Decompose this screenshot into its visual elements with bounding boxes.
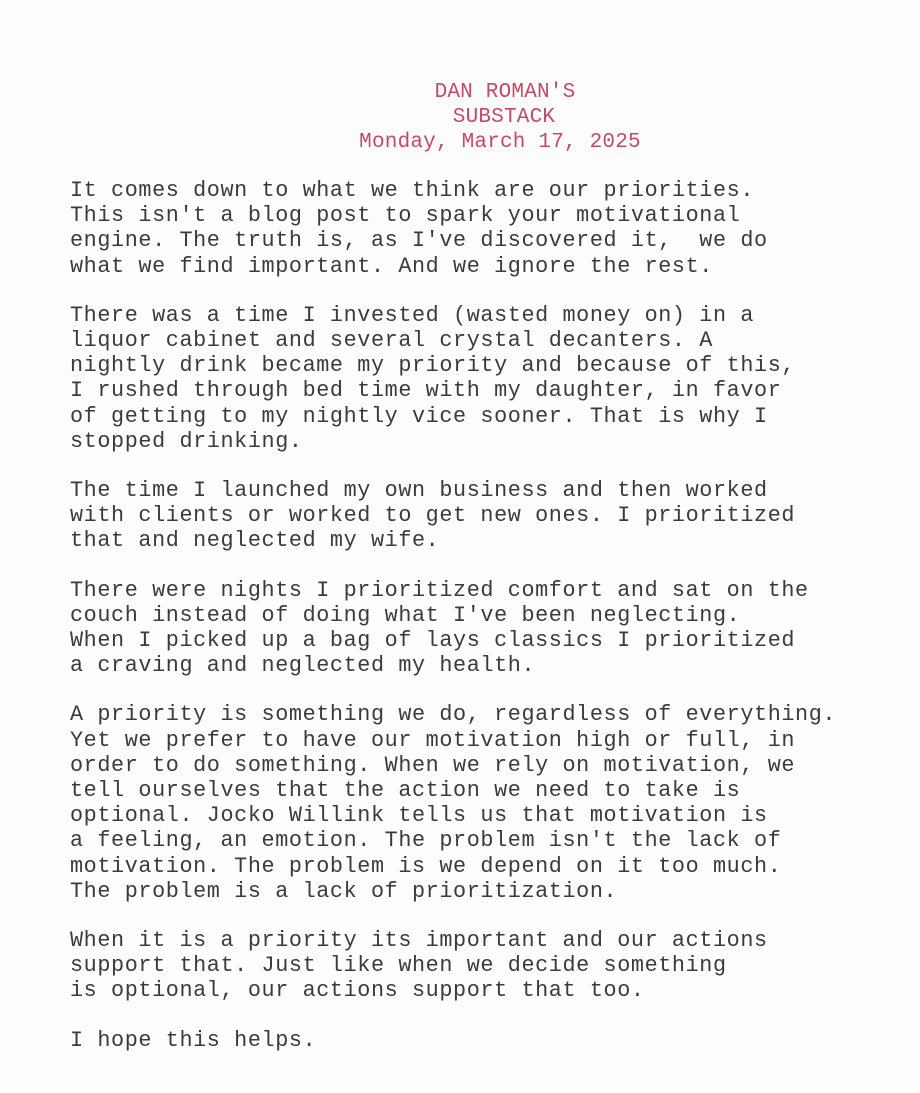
text-line: When it is a priority its important and our actions — [70, 928, 768, 954]
text-line: tell ourselves that the action we need to take is — [70, 778, 741, 804]
text-line: A priority is something we do, regardless of everything. — [70, 702, 837, 728]
letterhead — [300, 80, 700, 155]
letter-body — [70, 178, 915, 1077]
text-line: that and neglected my wife. — [70, 528, 440, 554]
text-line: This isn't a blog post to spark your motivational — [70, 203, 741, 229]
paragraph — [70, 178, 915, 279]
text-line: There was a time I invested (wasted money on) in a — [70, 302, 755, 328]
text-line: with clients or worked to get new ones. I prioritized — [70, 503, 796, 529]
text-line: a craving and neglected my health. — [70, 653, 536, 679]
text-line: is optional, our actions support that too. — [70, 978, 645, 1004]
publication-heading: SUBSTACK — [452, 106, 556, 129]
author-heading: DAN ROMAN'S — [434, 81, 576, 104]
text-line: When I picked up a bag of lays classics I prioritized — [70, 628, 796, 654]
paragraph — [70, 702, 915, 904]
text-line: optional. Jocko Willink tells us that motivation is — [70, 803, 768, 829]
text-line: support that. Just like when we decide something — [70, 953, 727, 979]
paragraph — [70, 928, 915, 1004]
text-line: It comes down to what we think are our priorities. — [70, 178, 755, 203]
text-line: stopped drinking. — [70, 428, 303, 454]
paragraph — [70, 303, 915, 454]
paragraph — [70, 478, 915, 554]
paragraph — [70, 578, 915, 679]
text-line: Yet we prefer to have our motivation high or full, in — [70, 727, 796, 753]
text-line: There were nights I prioritized comfort and sat on the — [70, 577, 809, 603]
text-line: a feeling, an emotion. The problem isn't the lack of — [70, 828, 782, 854]
text-line: what we find important. And we ignore the rest. — [70, 253, 713, 279]
text-line: I hope this helps. — [70, 1027, 317, 1053]
text-line: The time I launched my own business and then worked — [70, 478, 768, 504]
text-line: The problem is a lack of prioritization. — [70, 878, 618, 904]
text-line: liquor cabinet and several crystal decanters. A — [70, 328, 713, 354]
text-line: motivation. The problem is we depend on it too much. — [70, 853, 782, 879]
date-line: Monday, March 17, 2025 — [359, 131, 641, 154]
text-line: engine. The truth is, as I've discovered it, we do — [70, 228, 768, 254]
paragraph-closing — [70, 1028, 915, 1053]
text-line: of getting to my nightly vice sooner. That is why I — [70, 403, 768, 429]
text-line: nightly drink became my priority and because of this, — [70, 353, 796, 379]
text-line: order to do something. When we rely on motivation, we — [70, 752, 796, 778]
text-line: couch instead of doing what I've been neglecting. — [70, 602, 741, 628]
text-line: I rushed through bed time with my daughter, in favor — [70, 378, 782, 404]
